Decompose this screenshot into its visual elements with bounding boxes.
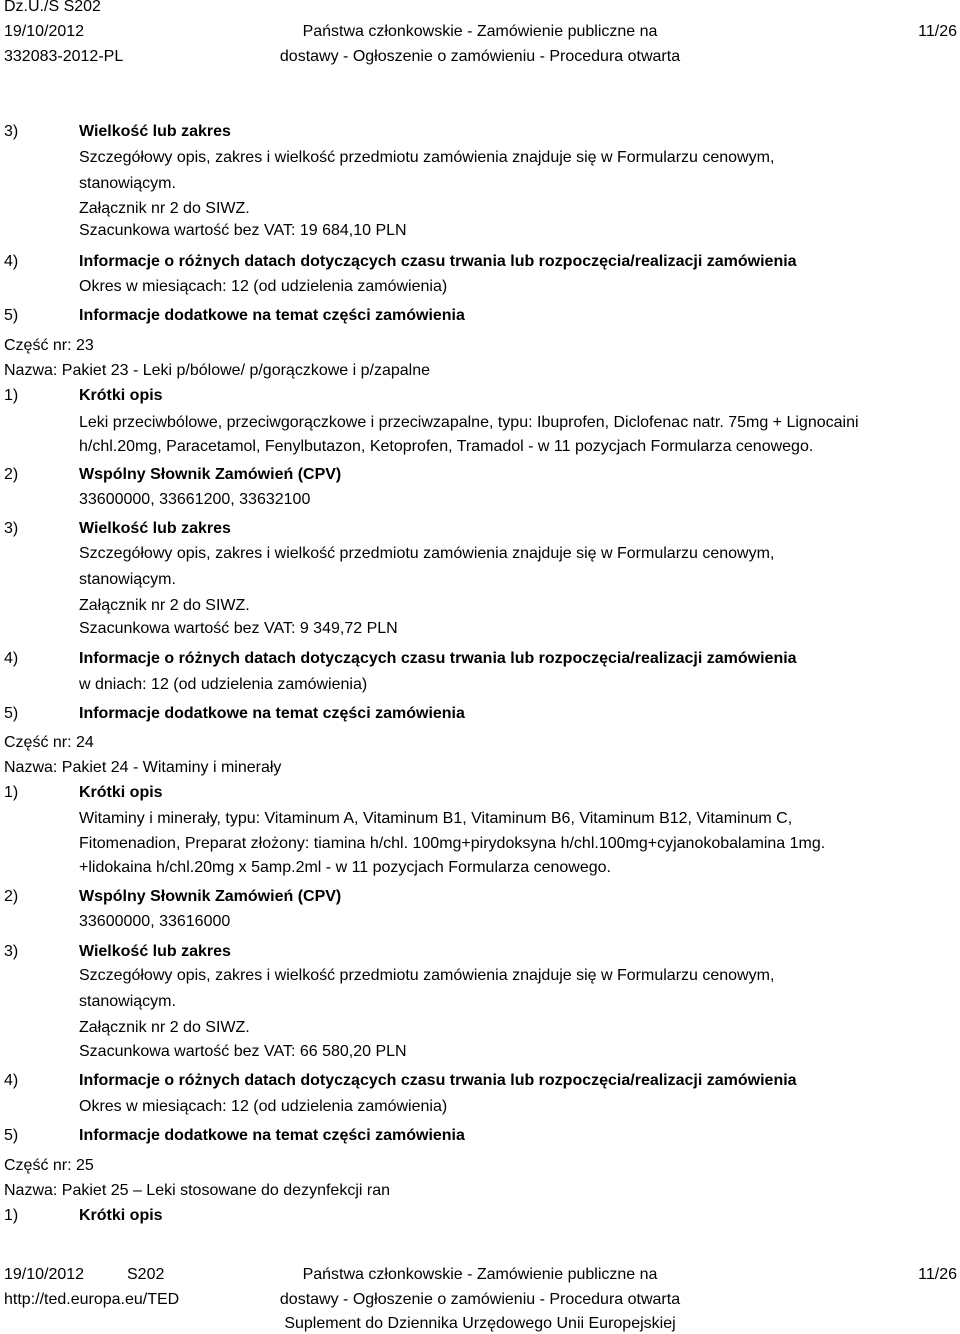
section-text: Okres w miesiącach: 12 (od udzielenia zamówienia)	[79, 1098, 448, 1115]
cpv-codes: 33600000, 33616000	[79, 913, 231, 930]
section-heading: Wielkość lub zakres	[79, 123, 231, 140]
section-heading: Informacje o różnych datach dotyczących czasu trwania lub rozpoczęcia/realizacji zamówienia	[79, 650, 797, 667]
header-doc-id: 332083-2012-PL	[4, 48, 124, 65]
part-number: Część nr: 25	[4, 1157, 94, 1174]
header-page-number: 11/26	[918, 23, 957, 40]
section-number: 2)	[4, 888, 19, 905]
section-text: stanowiącym.	[79, 993, 176, 1010]
section-number: 5)	[4, 307, 19, 324]
section-heading: Krótki opis	[79, 1207, 163, 1224]
section-heading: Wielkość lub zakres	[79, 943, 231, 960]
footer-title-line3: Suplement do Dziennika Urzędowego Unii Europejskiej	[284, 1315, 676, 1332]
estimated-value: Szacunkowa wartość bez VAT: 66 580,20 PLN	[79, 1043, 407, 1060]
section-number: 4)	[4, 650, 19, 667]
section-text: h/chl.20mg, Paracetamol, Fenylbutazon, Ketoprofen, Tramadol - w 11 pozycjach Formularza cenowego.	[79, 438, 814, 455]
section-number: 5)	[4, 705, 19, 722]
footer-title-line2: dostawy - Ogłoszenie o zamówieniu - Procedura otwarta	[279, 1291, 681, 1308]
section-heading: Wspólny Słownik Zamówień (CPV)	[79, 888, 342, 905]
part-number: Część nr: 24	[4, 734, 94, 751]
part-name: Nazwa: Pakiet 25 – Leki stosowane do dezynfekcji ran	[4, 1182, 390, 1199]
section-text: Fitomenadion, Preparat złożony: tiamina h/chl. 100mg+pirydoksyna h/chl.100mg+cyjanokobalamina 1mg.	[79, 835, 826, 852]
section-text: Leki przeciwbólowe, przeciwgorączkowe i przeciwzapalne, typu: Ibuprofen, Diclofenac natr. 75mg + Lignocaini	[79, 414, 859, 431]
section-text: Szczegółowy opis, zakres i wielkość przedmiotu zamówienia znajduje się w Formularzu cenowym,	[79, 967, 775, 984]
section-number: 5)	[4, 1127, 19, 1144]
section-heading: Informacje dodatkowe na temat części zamówienia	[79, 705, 465, 722]
section-number: 1)	[4, 1207, 19, 1224]
section-text: Okres w miesiącach: 12 (od udzielenia zamówienia)	[79, 278, 448, 295]
section-number: 3)	[4, 123, 19, 140]
section-heading: Informacje dodatkowe na temat części zamówienia	[79, 307, 465, 324]
section-heading: Wielkość lub zakres	[79, 520, 231, 537]
section-text: Załącznik nr 2 do SIWZ.	[79, 597, 250, 614]
footer-journal: S202	[127, 1266, 165, 1283]
section-heading: Wspólny Słownik Zamówień (CPV)	[79, 466, 342, 483]
footer-page-number: 11/26	[918, 1266, 957, 1283]
section-heading: Informacje o różnych datach dotyczących czasu trwania lub rozpoczęcia/realizacji zamówienia	[79, 253, 797, 270]
section-number: 3)	[4, 520, 19, 537]
section-number: 1)	[4, 387, 19, 404]
section-text: Załącznik nr 2 do SIWZ.	[79, 200, 250, 217]
header-title-line2: dostawy - Ogłoszenie o zamówieniu - Procedura otwarta	[279, 48, 681, 65]
section-heading: Informacje dodatkowe na temat części zamówienia	[79, 1127, 465, 1144]
section-heading: Krótki opis	[79, 784, 163, 801]
section-heading: Krótki opis	[79, 387, 163, 404]
part-name: Nazwa: Pakiet 24 - Witaminy i minerały	[4, 759, 282, 776]
section-text: w dniach: 12 (od udzielenia zamówienia)	[79, 676, 368, 693]
part-name: Nazwa: Pakiet 23 - Leki p/bólowe/ p/gorączkowe i p/zapalne	[4, 362, 431, 379]
section-text: Szczegółowy opis, zakres i wielkość przedmiotu zamówienia znajduje się w Formularzu cenowym,	[79, 149, 775, 166]
estimated-value: Szacunkowa wartość bez VAT: 19 684,10 PLN	[79, 222, 407, 239]
header-journal: Dz.U./S S202	[4, 0, 101, 15]
section-text: Szczegółowy opis, zakres i wielkość przedmiotu zamówienia znajduje się w Formularzu cenowym,	[79, 545, 775, 562]
header-date: 19/10/2012	[4, 23, 85, 40]
section-text: stanowiącym.	[79, 175, 176, 192]
cpv-codes: 33600000, 33661200, 33632100	[79, 491, 311, 508]
section-number: 2)	[4, 466, 19, 483]
section-number: 3)	[4, 943, 19, 960]
section-text: +lidokaina h/chl.20mg x 5amp.2ml - w 11 pozycjach Formularza cenowego.	[79, 859, 611, 876]
estimated-value: Szacunkowa wartość bez VAT: 9 349,72 PLN	[79, 620, 398, 637]
part-number: Część nr: 23	[4, 337, 94, 354]
footer-url: http://ted.europa.eu/TED	[4, 1291, 180, 1308]
section-text: Załącznik nr 2 do SIWZ.	[79, 1019, 250, 1036]
header-title-line1: Państwa członkowskie - Zamówienie publiczne na	[302, 23, 658, 40]
footer-date: 19/10/2012	[4, 1266, 85, 1283]
footer-title-line1: Państwa członkowskie - Zamówienie publiczne na	[302, 1266, 658, 1283]
section-number: 4)	[4, 253, 19, 270]
section-heading: Informacje o różnych datach dotyczących czasu trwania lub rozpoczęcia/realizacji zamówienia	[79, 1072, 797, 1089]
section-number: 4)	[4, 1072, 19, 1089]
section-text: stanowiącym.	[79, 571, 176, 588]
section-text: Witaminy i minerały, typu: Vitaminum A, Vitaminum B1, Vitaminum B6, Vitaminum B12, Vitaminum C,	[79, 810, 793, 827]
section-number: 1)	[4, 784, 19, 801]
